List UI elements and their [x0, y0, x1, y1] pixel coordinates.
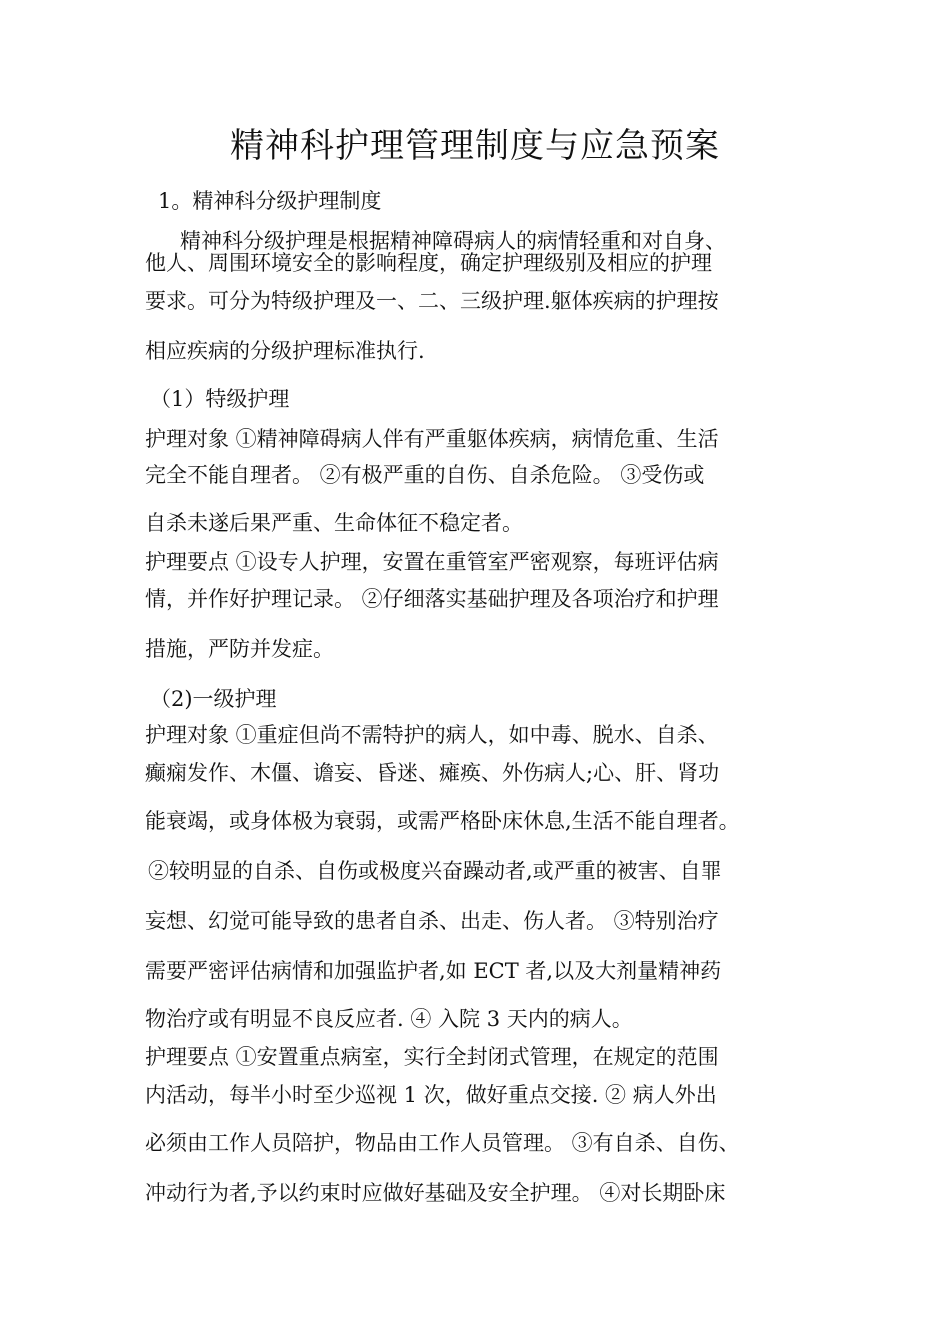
- intro-line: 相应疾病的分级护理标准执行.: [145, 339, 425, 363]
- subsection-heading: （1）特级护理: [150, 387, 290, 411]
- paragraph-line: 情，并作好护理记录。 ②仔细落实基础护理及各项治疗和护理: [145, 587, 719, 611]
- paragraph-line: 需要严密评估病情和加强监护者,如 ECT 者,以及大剂量精神药: [145, 959, 722, 983]
- intro-line: 精神科分级护理是根据精神障碍病人的病情轻重和对自身、: [180, 229, 726, 253]
- intro-line: 要求。可分为特级护理及一、二、三级护理.躯体疾病的护理按: [145, 289, 719, 313]
- paragraph-line: 护理对象 ①重症但尚不需特护的病人，如中毒、脱水、自杀、: [145, 723, 719, 747]
- paragraph-line: 自杀未遂后果严重、生命体征不稳定者。: [145, 511, 523, 535]
- paragraph-line: 癫痫发作、木僵、谵妄、昏迷、瘫痪、外伤病人;心、肝、肾功: [145, 761, 720, 785]
- paragraph-line: 能衰竭，或身体极为衰弱，或需严格卧床休息,生活不能自理者。: [145, 809, 740, 833]
- paragraph-line: 妄想、幻觉可能导致的患者自杀、出走、伤人者。 ③特别治疗: [145, 909, 719, 933]
- paragraph-line: 物治疗或有明显不良反应者. ④ 入院 3 天内的病人。: [145, 1007, 633, 1031]
- paragraph-line: 冲动行为者,予以约束时应做好基础及安全护理。 ④对长期卧床: [145, 1181, 726, 1205]
- document-title: 精神科护理管理制度与应急预案: [230, 126, 720, 166]
- paragraph-line: ②较明显的自杀、自伤或极度兴奋躁动者,或严重的被害、自罪: [148, 859, 722, 883]
- subsection-heading: （2)一级护理: [150, 687, 277, 711]
- paragraph-line: 内活动，每半小时至少巡视 1 次，做好重点交接. ② 病人外出: [145, 1083, 717, 1107]
- paragraph-line: 护理要点 ①安置重点病室，实行全封闭式管理，在规定的范围: [145, 1045, 719, 1069]
- paragraph-line: 护理要点 ①设专人护理，安置在重管室严密观察，每班评估病: [145, 550, 719, 574]
- paragraph-line: 完全不能自理者。 ②有极严重的自伤、自杀危险。 ③受伤或: [145, 463, 705, 487]
- intro-line: 他人、周围环境安全的影响程度，确定护理级别及相应的护理: [145, 251, 712, 275]
- paragraph-line: 必须由工作人员陪护，物品由工作人员管理。 ③有自杀、自伤、: [145, 1131, 740, 1155]
- paragraph-line: 护理对象 ①精神障碍病人伴有严重躯体疾病，病情危重、生活: [145, 427, 719, 451]
- paragraph-line: 措施，严防并发症。: [145, 637, 334, 661]
- section-heading: 1。精神科分级护理制度: [158, 189, 382, 213]
